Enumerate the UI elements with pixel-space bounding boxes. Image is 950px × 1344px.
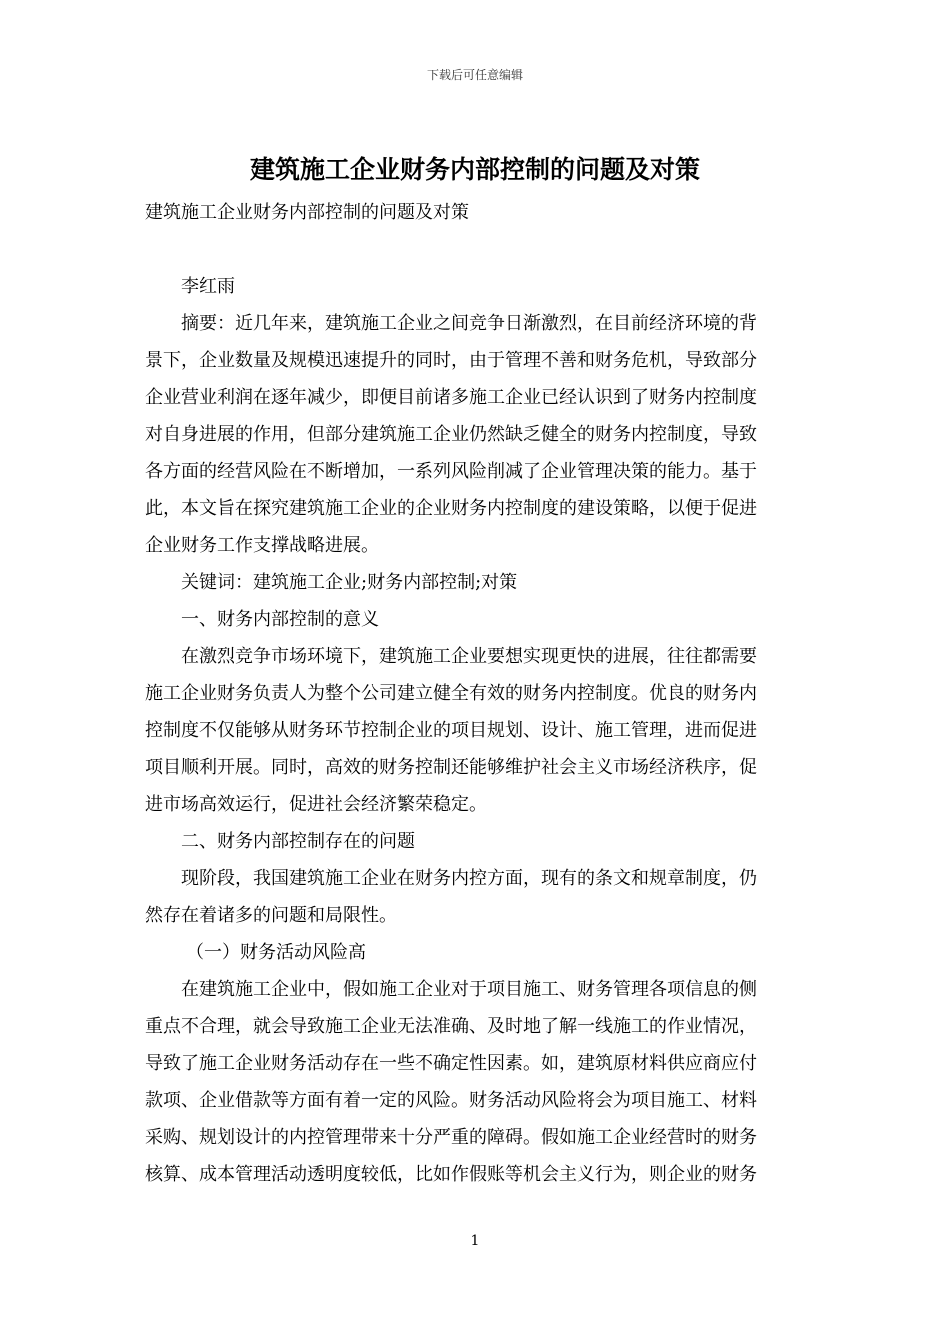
abstract-line: 对自身进展的作用，但部分建筑施工企业仍然缺乏健全的财务内控制度，导致 (145, 424, 757, 445)
section-heading: 二、财务内部控制存在的问题 (181, 831, 415, 852)
paragraph-line: 在建筑施工企业中，假如施工企业对于项目施工、财务管理各项信息的侧 (181, 979, 757, 1000)
author-line: 李红雨 (181, 276, 235, 297)
abstract-line: 企业营业利润在逐年减少，即便目前诸多施工企业已经认识到了财务内控制度 (145, 387, 757, 408)
paragraph-line: 采购、规划设计的内控管理带来十分严重的障碍。假如施工企业经营时的财务 (145, 1127, 757, 1148)
paragraph-line: 核算、成本管理活动透明度较低，比如作假账等机会主义行为，则企业的财务 (145, 1164, 757, 1185)
blank-line (145, 231, 807, 268)
document-body (145, 194, 807, 1193)
paragraph-line: 控制度不仅能够从财务环节控制企业的项目规划、设计、施工管理，进而促进 (145, 720, 757, 741)
paragraph-line: 然存在着诸多的问题和局限性。 (145, 905, 397, 926)
paragraph-line: 项目顺利开展。同时，高效的财务控制还能够维护社会主义市场经济秩序，促 (145, 757, 757, 778)
abstract-line: 此，本文旨在探究建筑施工企业的企业财务内控制度的建设策略，以便于促进 (145, 498, 757, 519)
paragraph-line: 现阶段，我国建筑施工企业在财务内控方面，现有的条文和规章制度，仍 (181, 868, 757, 889)
keywords-line: 关键词：建筑施工企业;财务内部控制;对策 (181, 572, 518, 593)
page-number: 1 (470, 1233, 480, 1249)
paragraph-line: 导致了施工企业财务活动存在一些不确定性因素。如，建筑原材料供应商应付 (145, 1053, 757, 1074)
paragraph-line: 施工企业财务负责人为整个公司建立健全有效的财务内控制度。优良的财务内 (145, 683, 757, 704)
document-title: 建筑施工企业财务内部控制的问题及对策 (249, 155, 700, 184)
paragraph-line: 款项、企业借款等方面有着一定的风险。财务活动风险将会为项目施工、材料 (145, 1090, 757, 1111)
subtitle-line: 建筑施工企业财务内部控制的问题及对策 (145, 202, 469, 223)
abstract-line: 摘要：近几年来，建筑施工企业之间竞争日渐激烈，在目前经济环境的背 (181, 313, 757, 334)
paragraph-line: 重点不合理，就会导致施工企业无法准确、及时地了解一线施工的作业情况， (145, 1016, 757, 1037)
paragraph-line: 进市场高效运行，促进社会经济繁荣稳定。 (145, 794, 487, 815)
section-heading: 一、财务内部控制的意义 (181, 609, 379, 630)
header-note: 下载后可任意编辑 (426, 68, 523, 82)
abstract-line: 景下，企业数量及规模迅速提升的同时，由于管理不善和财务危机，导致部分 (145, 350, 757, 371)
paragraph-line: 在激烈竞争市场环境下，建筑施工企业要想实现更快的进展，往往都需要 (181, 646, 757, 667)
abstract-line: 企业财务工作支撑战略进展。 (145, 535, 379, 556)
abstract-line: 各方面的经营风险在不断增加，一系列风险削减了企业管理决策的能力。基于 (145, 461, 757, 482)
subsection-heading: （一）财务活动风险高 (186, 942, 366, 963)
